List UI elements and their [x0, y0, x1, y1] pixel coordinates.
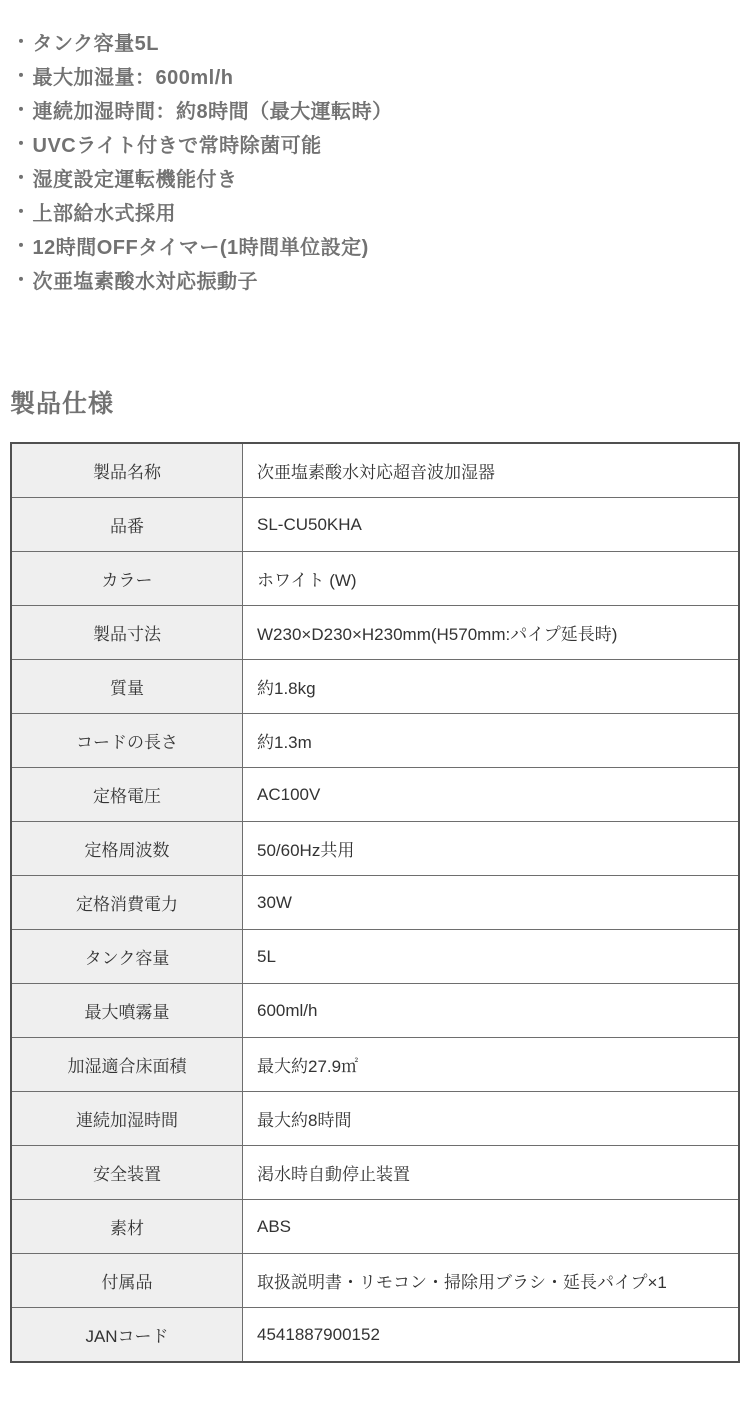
spec-label: 付属品	[11, 1254, 243, 1308]
bullet-icon: ・	[12, 66, 31, 86]
bullet-icon: ・	[12, 270, 31, 290]
spec-label: コードの長さ	[11, 714, 243, 768]
spec-value: AC100V	[243, 768, 740, 822]
spec-value: 次亜塩素酸水対応超音波加湿器	[243, 443, 740, 498]
spec-row	[11, 552, 739, 606]
spec-value: 約1.3m	[243, 714, 740, 768]
spec-row	[11, 443, 739, 498]
feature-item	[12, 92, 750, 126]
feature-item-text: UVCライト付きで常時除菌可能	[32, 134, 322, 157]
spec-label: タンク容量	[11, 930, 243, 984]
spec-row	[11, 1092, 739, 1146]
spec-value: 最大約27.9㎡	[243, 1038, 740, 1092]
bullet-icon: ・	[12, 134, 31, 154]
spec-heading: 製品仕様	[10, 390, 115, 418]
spec-label: 素材	[11, 1200, 243, 1254]
spec-row	[11, 660, 739, 714]
feature-item-text: 最大加湿量：600ml/h	[32, 66, 234, 89]
bullet-icon: ・	[12, 100, 31, 120]
spec-value: 渇水時自動停止装置	[243, 1146, 740, 1200]
feature-item-text: 湿度設定運転機能付き	[32, 168, 238, 191]
spec-label: 安全装置	[11, 1146, 243, 1200]
spec-row	[11, 822, 739, 876]
feature-item-text: 上部給水式採用	[32, 202, 176, 225]
spec-value: 50/60Hz共用	[243, 822, 740, 876]
spec-label: 定格電圧	[11, 768, 243, 822]
spec-value: 5L	[243, 930, 740, 984]
spec-value: ホワイト (W)	[243, 552, 740, 606]
spec-row	[11, 1308, 739, 1363]
bullet-icon: ・	[12, 236, 31, 256]
spec-value: W230×D230×H230mm(H570mm:パイプ延長時)	[243, 606, 740, 660]
feature-item	[12, 228, 750, 262]
spec-value: 600ml/h	[243, 984, 740, 1038]
spec-value: ABS	[243, 1200, 740, 1254]
feature-list	[0, 0, 750, 296]
spec-label: 質量	[11, 660, 243, 714]
feature-item-text: タンク容量5L	[32, 32, 159, 55]
spec-row	[11, 1254, 739, 1308]
feature-item	[12, 262, 750, 296]
spec-label: 品番	[11, 498, 243, 552]
spec-label: 加湿適合床面積	[11, 1038, 243, 1092]
feature-item-text: 次亜塩素酸水対応振動子	[32, 270, 258, 293]
spec-label: 定格周波数	[11, 822, 243, 876]
spec-row	[11, 984, 739, 1038]
spec-table-body	[11, 443, 739, 1362]
spec-value: 最大約8時間	[243, 1092, 740, 1146]
spec-value: 30W	[243, 876, 740, 930]
feature-item	[12, 24, 750, 58]
spec-value: SL-CU50KHA	[243, 498, 740, 552]
spec-value: 約1.8kg	[243, 660, 740, 714]
feature-item-text: 12時間OFFタイマー(1時間単位設定)	[32, 236, 369, 259]
spec-label: 最大噴霧量	[11, 984, 243, 1038]
spec-row	[11, 1146, 739, 1200]
feature-item	[12, 126, 750, 160]
spec-row	[11, 606, 739, 660]
spec-label: カラー	[11, 552, 243, 606]
spec-label: 製品名称	[11, 443, 243, 498]
spec-row	[11, 768, 739, 822]
spec-row	[11, 930, 739, 984]
spec-row	[11, 498, 739, 552]
bullet-icon: ・	[12, 32, 31, 52]
bullet-icon: ・	[12, 168, 31, 188]
spec-label: JANコード	[11, 1308, 243, 1363]
feature-item-text: 連続加湿時間：約8時間（最大運転時）	[32, 100, 393, 123]
spec-row	[11, 1200, 739, 1254]
spec-value: 4541887900152	[243, 1308, 740, 1363]
spec-value: 取扱説明書・リモコン・掃除用ブラシ・延長パイプ×1	[243, 1254, 740, 1308]
spec-table	[10, 442, 740, 1363]
spec-row	[11, 876, 739, 930]
feature-item	[12, 194, 750, 228]
feature-item	[12, 160, 750, 194]
feature-item	[12, 58, 750, 92]
spec-label: 連続加湿時間	[11, 1092, 243, 1146]
spec-row	[11, 714, 739, 768]
bullet-icon: ・	[12, 202, 31, 222]
spec-label: 製品寸法	[11, 606, 243, 660]
spec-label: 定格消費電力	[11, 876, 243, 930]
spec-row	[11, 1038, 739, 1092]
